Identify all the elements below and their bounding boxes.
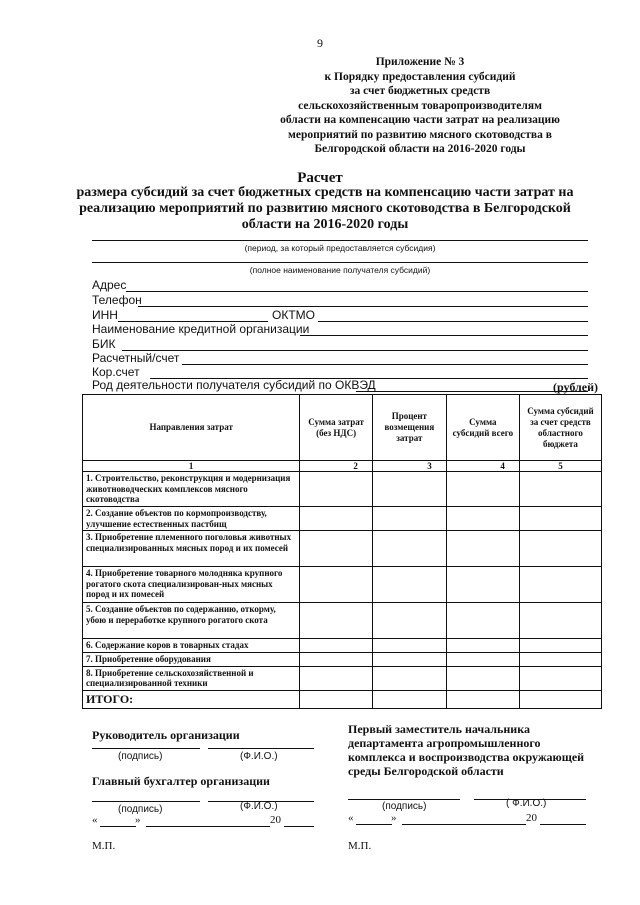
column-number: 4 [446, 461, 519, 472]
inn-label: ИНН [92, 308, 118, 322]
date-month-line[interactable] [146, 826, 270, 827]
column-number: 1 [83, 461, 300, 472]
date-day-line[interactable] [356, 824, 392, 825]
recipient-caption: (полное наименование получателя субсидий) [249, 265, 431, 275]
period-line[interactable] [92, 240, 588, 241]
date-year: 20 [526, 812, 537, 824]
header-cost-sum: Сумма затрат (без НДС) [300, 395, 373, 461]
accountant-title: Главный бухгалтер организации [92, 774, 270, 788]
deputy-name-caption: ( Ф.И.О.) [506, 798, 547, 809]
cell-regional-subsidy[interactable] [519, 531, 601, 567]
header-cost-direction: Направления затрат [83, 395, 300, 461]
total-row [83, 690, 602, 708]
period-caption: (период, за который предоставляется субсидия) [244, 243, 436, 253]
appendix-line: мероприятий по развитию мясного скотоводства в [288, 128, 552, 141]
header-reimbursement-percent: Процент возмещения затрат [372, 395, 446, 461]
table-header-row [83, 395, 602, 461]
account-label: Расчетный/счет [92, 351, 180, 365]
bik-label: БИК [92, 337, 116, 351]
date-close-quote: » [391, 812, 397, 824]
column-number-row [83, 461, 602, 472]
cell-cost-sum[interactable] [300, 472, 373, 507]
recipient-line[interactable] [92, 262, 588, 263]
cell-percent[interactable] [372, 507, 446, 531]
deputy-title: Первый заместитель начальника департамента агропромышленного комплекса и воспроизводства окружающей среды Белгородской области [348, 722, 585, 778]
row-label: 4. Приобретение товарного молодняка крупного рогатого скота специализирован-ных мясных пород и их помесей [83, 567, 300, 603]
appendix-line: Белгородской области на 2016-2020 годы [314, 143, 526, 155]
page-number: 9 [317, 36, 323, 50]
table-row [83, 507, 602, 531]
document-subtitle: размера субсидий за счет бюджетных средств на компенсацию части затрат на реализацию мероприятий по развитию мясного скотоводства в Белгородской области на 2016-2020 годы [76, 185, 574, 232]
appendix-line: Приложение № 3 [375, 56, 465, 68]
cell-regional-subsidy[interactable] [519, 472, 601, 507]
address-label: Адрес [92, 278, 127, 292]
cell-total-regional[interactable] [519, 690, 601, 708]
head-signature-caption: (подпись) [118, 751, 163, 762]
cell-percent[interactable] [372, 666, 446, 690]
cell-percent[interactable] [372, 472, 446, 507]
table-row [83, 603, 602, 639]
cell-regional-subsidy[interactable] [519, 666, 601, 690]
okved-label: Род деятельности получателя субсидий по ОКВЭД [92, 378, 376, 392]
bank-label: Наименование кредитной организации [92, 322, 310, 336]
cell-percent[interactable] [372, 567, 446, 603]
cell-percent[interactable] [372, 653, 446, 667]
cell-subsidy-total[interactable] [446, 603, 519, 639]
cell-subsidy-total[interactable] [446, 639, 519, 653]
cell-cost-sum[interactable] [300, 531, 373, 567]
date-close-quote: » [135, 814, 141, 826]
cell-total-percent[interactable] [372, 690, 446, 708]
head-signature-line[interactable] [92, 748, 200, 749]
deputy-signature-line[interactable] [348, 799, 460, 800]
column-number: 3 [372, 461, 446, 472]
stamp-label: М.П. [92, 840, 116, 852]
row-label: 3. Приобретение племенного поголовья животных специализированных мясных пород и их помесей [83, 531, 300, 567]
document-title: Расчет [297, 170, 343, 186]
accountant-signature-caption: (подпись) [118, 804, 163, 815]
account-field[interactable] [182, 364, 588, 365]
phone-field[interactable] [138, 306, 588, 307]
cell-total-subsidy[interactable] [446, 690, 519, 708]
cell-percent[interactable] [372, 639, 446, 653]
cell-regional-subsidy[interactable] [519, 653, 601, 667]
oktmo-field[interactable] [318, 321, 588, 322]
row-label: 2. Создание объектов по кормопроизводству, улучшение естественных пастбищ [83, 507, 300, 531]
cost-table [82, 394, 602, 709]
table-row [83, 653, 602, 667]
cell-percent[interactable] [372, 531, 446, 567]
date-open-quote: « [92, 814, 98, 826]
appendix-line: за счет бюджетных средств [349, 85, 491, 97]
appendix-line: сельскохозяйственным товаропроизводителям [298, 99, 542, 112]
bank-field[interactable] [300, 335, 588, 336]
head-name-caption: (Ф.И.О.) [240, 751, 278, 762]
date-month-line[interactable] [402, 824, 526, 825]
accountant-name-caption: (Ф.И.О.) [240, 801, 278, 812]
corr-account-label: Кор.счет [92, 365, 140, 379]
table-row [83, 472, 602, 507]
appendix-line: области на компенсацию части затрат на реализацию [280, 114, 560, 126]
cell-regional-subsidy[interactable] [519, 567, 601, 603]
cell-subsidy-total[interactable] [446, 472, 519, 507]
accountant-signature-line[interactable] [92, 801, 200, 802]
row-label: 6. Содержание коров в товарных стадах [83, 639, 300, 653]
cell-regional-subsidy[interactable] [519, 603, 601, 639]
cell-subsidy-total[interactable] [446, 567, 519, 603]
cell-cost-sum[interactable] [300, 567, 373, 603]
row-label: 7. Приобретение оборудования [83, 653, 300, 667]
units-label: (рублей) [552, 380, 598, 394]
table-row [83, 531, 602, 567]
cell-subsidy-total[interactable] [446, 507, 519, 531]
date-year: 20 [270, 814, 281, 826]
cell-subsidy-total[interactable] [446, 531, 519, 567]
appendix-block [270, 55, 570, 157]
head-title: Руководитель организации [92, 728, 240, 742]
row-label: 8. Приобретение сельскохозяйственной и специализированной техники [83, 666, 300, 690]
date-year-line[interactable] [540, 824, 586, 825]
address-field[interactable] [126, 291, 588, 292]
row-label: 1. Строительство, реконструкция и модернизация животноводческих комплексов мясного скотоводства [83, 472, 300, 507]
date-day-line[interactable] [100, 826, 136, 827]
cell-subsidy-total[interactable] [446, 653, 519, 667]
cell-cost-sum[interactable] [300, 603, 373, 639]
cell-cost-sum[interactable] [300, 639, 373, 653]
cell-cost-sum[interactable] [300, 666, 373, 690]
cell-regional-subsidy[interactable] [519, 507, 601, 531]
cell-percent[interactable] [372, 603, 446, 639]
appendix-line: к Порядку предоставления субсидий [324, 70, 516, 83]
date-open-quote: « [348, 812, 354, 824]
header-regional-budget-subsidy: Сумма субсидий за счет средств областного бюджета [519, 395, 601, 461]
row-label: 5. Создание объектов по содержанию, откорму, убою и переработке крупного рогатого скота [83, 603, 300, 639]
cell-subsidy-total[interactable] [446, 666, 519, 690]
cell-total-cost[interactable] [300, 690, 373, 708]
cell-regional-subsidy[interactable] [519, 639, 601, 653]
deputy-signature-caption: (подпись) [382, 801, 427, 812]
column-number: 2 [300, 461, 373, 472]
table-row [83, 639, 602, 653]
oktmo-label: ОКТМО [272, 308, 315, 322]
table-row [83, 666, 602, 690]
bik-field[interactable] [122, 350, 588, 351]
date-year-line[interactable] [284, 826, 314, 827]
table-row [83, 567, 602, 603]
cell-cost-sum[interactable] [300, 507, 373, 531]
phone-label: Телефон [92, 293, 142, 307]
head-name-line[interactable] [208, 748, 314, 749]
header-subsidy-total: Сумма субсидий всего [446, 395, 519, 461]
cell-cost-sum[interactable] [300, 653, 373, 667]
column-number: 5 [519, 461, 601, 472]
total-label: ИТОГО: [83, 690, 300, 708]
stamp-label: М.П. [348, 840, 372, 852]
